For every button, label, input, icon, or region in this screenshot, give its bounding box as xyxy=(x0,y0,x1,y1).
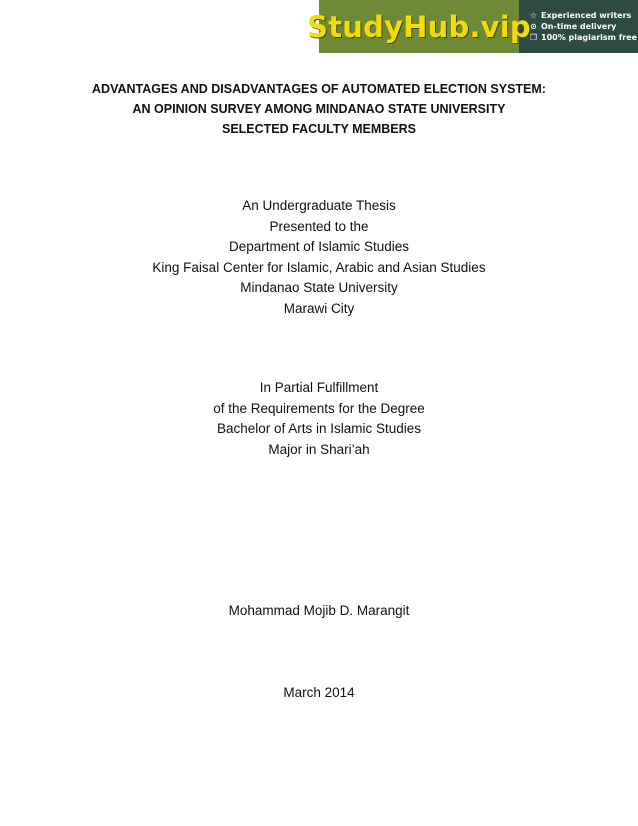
presentation-line: Presented to the xyxy=(269,218,369,234)
author-name: Mohammad Mojib D. Marangit xyxy=(228,603,410,618)
fulfillment-line: Bachelor of Arts in Islamic Studies xyxy=(216,421,422,436)
presentation-line: King Faisal Center for Islamic, Arabic and Asian Studies xyxy=(152,259,486,275)
presentation-line: Mindanao State University xyxy=(240,280,398,295)
author-block xyxy=(0,601,638,622)
banner-feature-label: On-time delivery xyxy=(541,22,617,31)
fulfillment-block xyxy=(0,378,638,460)
studyhub-logo[interactable]: StudyHub.vip xyxy=(319,0,519,53)
presentation-line: An Undergraduate Thesis xyxy=(242,198,396,213)
date-block xyxy=(0,683,638,704)
banner-feature-plagiarism xyxy=(529,33,638,42)
title-line: SELECTED FACULTY MEMBERS xyxy=(222,122,416,136)
thesis-title xyxy=(0,79,638,139)
presentation-line: Department of Islamic Studies xyxy=(228,239,410,254)
clock-icon: ⊙ xyxy=(530,22,537,31)
banner-feature-writers xyxy=(529,11,638,20)
fulfillment-line: In Partial Fulfillment xyxy=(259,380,379,395)
banner-feature-label: 100% plagiarism free xyxy=(541,33,638,42)
title-line: ADVANTAGES AND DISADVANTAGES OF AUTOMATED ELECTION SYSTEM: xyxy=(92,82,546,96)
title-line: AN OPINION SURVEY AMONG MINDANAO STATE UNIVERSITY xyxy=(132,102,506,116)
banner-feature-delivery xyxy=(529,22,638,31)
copy-icon: ❐ xyxy=(529,33,538,42)
fulfillment-line: of the Requirements for the Degree xyxy=(213,400,425,416)
fulfillment-line: Major in Shari’ah xyxy=(268,441,370,457)
banner-feature-label: Experienced writers xyxy=(541,11,632,20)
star-icon: ☆ xyxy=(529,11,538,20)
thesis-date: March 2014 xyxy=(283,685,355,700)
studyhub-banner[interactable] xyxy=(307,0,638,53)
presentation-line: Marawi City xyxy=(283,300,355,316)
banner-feature-list xyxy=(519,0,638,53)
presentation-block xyxy=(0,196,638,319)
